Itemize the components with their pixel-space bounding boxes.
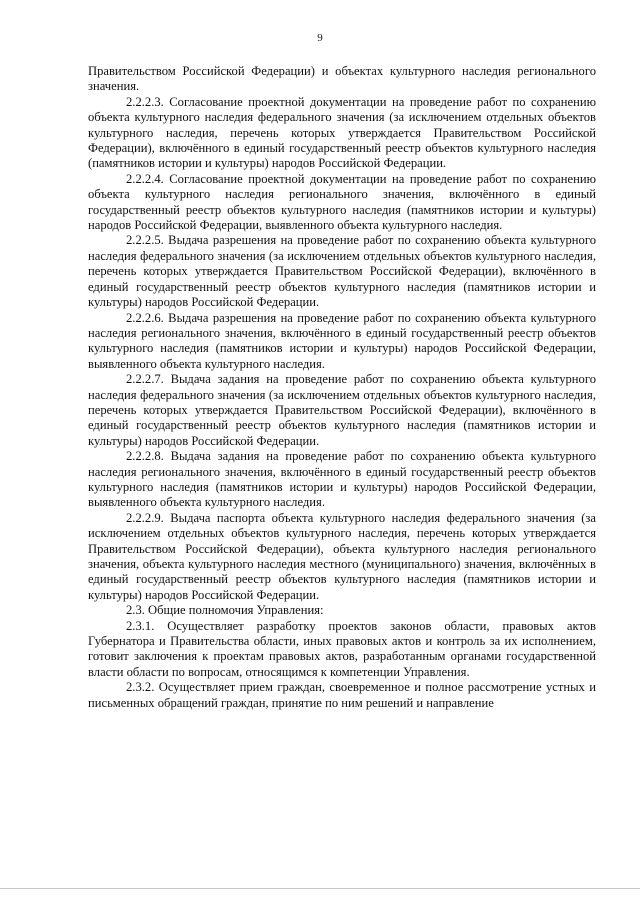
paragraph-2-2-2-9: 2.2.2.9. Выдача паспорта объекта культурного наследия федерального значения (за исключением отдельных объектов культурного наследия, перечень которых утверждается Правительством Российской Федерации), объекта культурного наследия регионального значения, объекта культурного наследия местного (муниципального) значения, включённых в единый государственный реестр объектов культурного наследия (памятников истории и культуры) народов Российской Федерации. (88, 510, 596, 602)
document-body (88, 64, 596, 711)
paragraph-2-2-2-7: 2.2.2.7. Выдача задания на проведение работ по сохранению объекта культурного наследия федерального значения (за исключением отдельных объектов культурного наследия, перечень которых утверждается Правительством Российской Федерации), включённого в единый государственный реестр объектов культурного наследия (памятников истории и культуры) народов Российской Федерации. (88, 372, 596, 448)
paragraph-2-2-2-4: 2.2.2.4. Согласование проектной документации на проведение работ по сохранению объекта культурного наследия регионального значения, включённого в единый государственный реестр объектов культурного наследия (памятников истории и культуры) народов Российской Федерации, выявленного объекта культурного наследия. (88, 171, 596, 233)
paragraph-2-2-2-5: 2.2.2.5. Выдача разрешения на проведение работ по сохранению объекта культурного наследия федерального значения (за исключением отдельных объектов культурного наследия, перечень которых утверждается Правительством Российской Федерации), включённого в единый государственный реестр объектов культурного наследия (памятников истории и культуры) народов Российской Федерации. (88, 233, 596, 310)
paragraph-2-3-heading: 2.3. Общие полномочия Управления: (126, 603, 324, 618)
page-number: 9 (317, 32, 323, 44)
paragraph-2-3-1: 2.3.1. Осуществляет разработку проектов законов области, правовых актов Губернатора и Правительства области, иных правовых актов и контроль за их исполнением, готовит заключения к проектам правовых актов, разработанным органами государственной власти области по вопросам, относящимся к компетенции Управления. (88, 618, 596, 679)
paragraph-2-2-2-3: 2.2.2.3. Согласование проектной документации на проведение работ по сохранению объекта культурного наследия федерального значения (за исключением отдельных объектов культурного наследия, перечень которых утверждается Правительством Российской Федерации), включённого в единый государственный реестр объектов культурного наследия (памятников истории и культуры) народов Российской Федерации. (88, 94, 596, 171)
paragraph-2-2-2-6: 2.2.2.6. Выдача разрешения на проведение работ по сохранению объекта культурного наследия регионального значения, включённого в единый государственный реестр объектов культурного наследия (памятников истории и культуры) народов Российской Федерации, выявленного объекта культурного наследия. (88, 310, 596, 371)
paragraph-continuation: Правительством Российской Федерации) и объектах культурного наследия регионального значения. (88, 64, 596, 94)
page-bottom-edge (0, 888, 640, 889)
paragraph-2-2-2-8: 2.2.2.8. Выдача задания на проведение работ по сохранению объекта культурного наследия регионального значения, включённого в единый государственный реестр объектов культурного наследия (памятников истории и культуры) народов Российской Федерации, выявленного объекта культурного наследия. (88, 449, 596, 510)
paragraph-2-3-2: 2.3.2. Осуществляет прием граждан, своевременное и полное рассмотрение устных и письменных обращений граждан, принятие по ним решений и направление (88, 680, 596, 710)
